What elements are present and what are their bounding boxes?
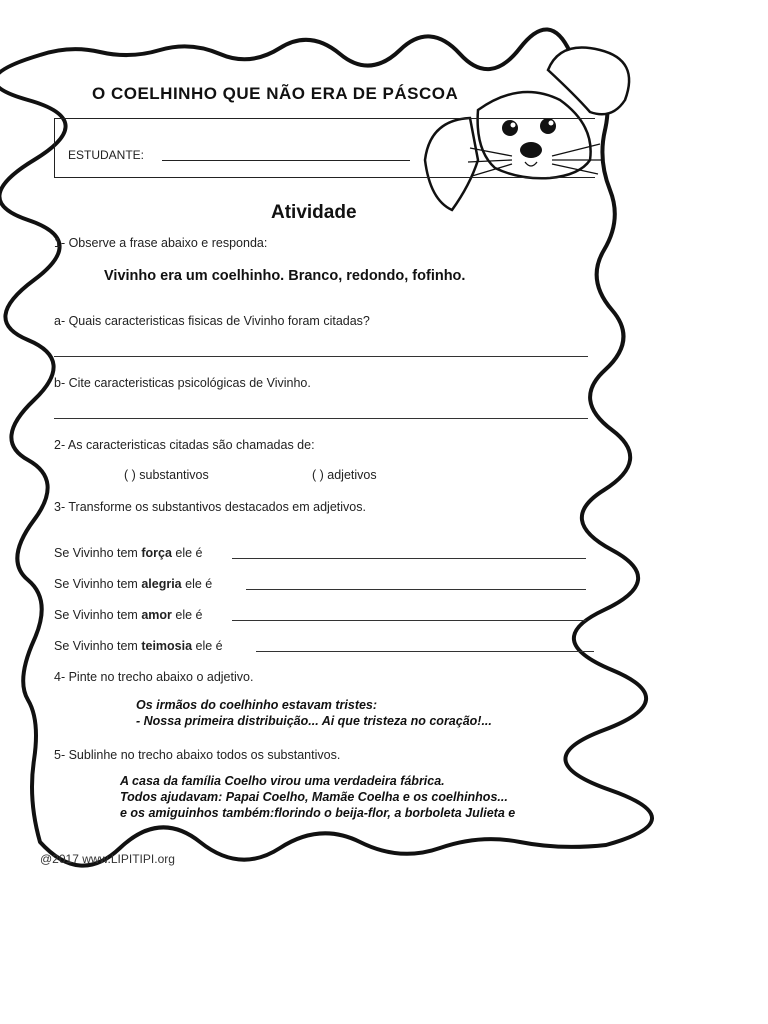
q1b-question: b- Cite caracteristicas psicológicas de Vivinho.	[54, 376, 311, 390]
q3-row-4-word: teimosia	[141, 639, 193, 653]
q4-text-line-1: Os irmãos do coelhinho estavam tristes:	[136, 698, 378, 712]
q1-sentence: Vivinho era um coelhinho. Branco, redondo, fofinho.	[104, 268, 466, 284]
student-label: ESTUDANTE:	[68, 148, 145, 162]
q3-row-1	[54, 546, 203, 560]
q3-row-3-word: amor	[141, 608, 172, 622]
q3-row-3-pre: Se Vivinho tem	[54, 608, 142, 622]
q5-prompt: 5- Sublinhe no trecho abaixo todos os substantivos.	[54, 748, 341, 762]
q3-row-1-word: força	[141, 546, 172, 560]
worksheet-title: O COELHINHO QUE NÃO ERA DE PÁSCOA	[92, 84, 459, 103]
q3-row-4-post: ele é	[192, 639, 223, 653]
q3-row-1-line	[232, 558, 586, 559]
q3-row-2	[54, 577, 212, 591]
q1a-question: a- Quais caracteristicas fisicas de Vivinho foram citadas?	[54, 314, 370, 328]
q3-row-4-pre: Se Vivinho tem	[54, 639, 142, 653]
q3-row-3	[54, 608, 203, 622]
q3-row-2-pre: Se Vivinho tem	[54, 577, 142, 591]
q5-text-line-2: Todos ajudavam: Papai Coelho, Mamãe Coelha e os coelhinhos...	[120, 790, 508, 804]
q3-row-2-word: alegria	[141, 577, 182, 591]
q3-row-2-post: ele é	[181, 577, 213, 591]
activity-heading: Atividade	[271, 202, 357, 223]
q3-row-1-post: ele é	[171, 546, 203, 560]
copyright-footer: @2017 www.LIPITIPI.org	[40, 852, 175, 866]
q4-prompt: 4- Pinte no trecho abaixo o adjetivo.	[54, 670, 254, 684]
q2-option-substantivos: ( ) substantivos	[124, 468, 209, 482]
q3-row-4	[54, 639, 223, 653]
q5-text-line-3: e os amiguinhos também:florindo o beija-flor, a borboleta Julieta e	[120, 806, 516, 820]
q1-prompt: 1- Observe a frase abaixo e responda:	[54, 236, 268, 250]
q3-row-3-line	[232, 620, 586, 621]
q1b-answer-line	[54, 418, 588, 419]
q5-text-line-1: A casa da família Coelho virou uma verdadeira fábrica.	[120, 774, 445, 788]
q3-prompt: 3- Transforme os substantivos destacados em adjetivos.	[54, 500, 366, 514]
q3-row-1-pre: Se Vivinho tem	[54, 546, 142, 560]
q2-option-adjetivos: ( ) adjetivos	[312, 468, 377, 482]
q3-row-2-line	[246, 589, 586, 590]
q3-row-4-line	[256, 651, 594, 652]
q3-row-3-post: ele é	[171, 608, 203, 622]
student-name-line	[162, 160, 410, 161]
q4-text-line-2: - Nossa primeira distribuição... Ai que tristeza no coração!...	[136, 714, 492, 728]
q1a-answer-line	[54, 356, 588, 357]
q2-prompt: 2- As caracteristicas citadas são chamadas de:	[54, 438, 315, 452]
